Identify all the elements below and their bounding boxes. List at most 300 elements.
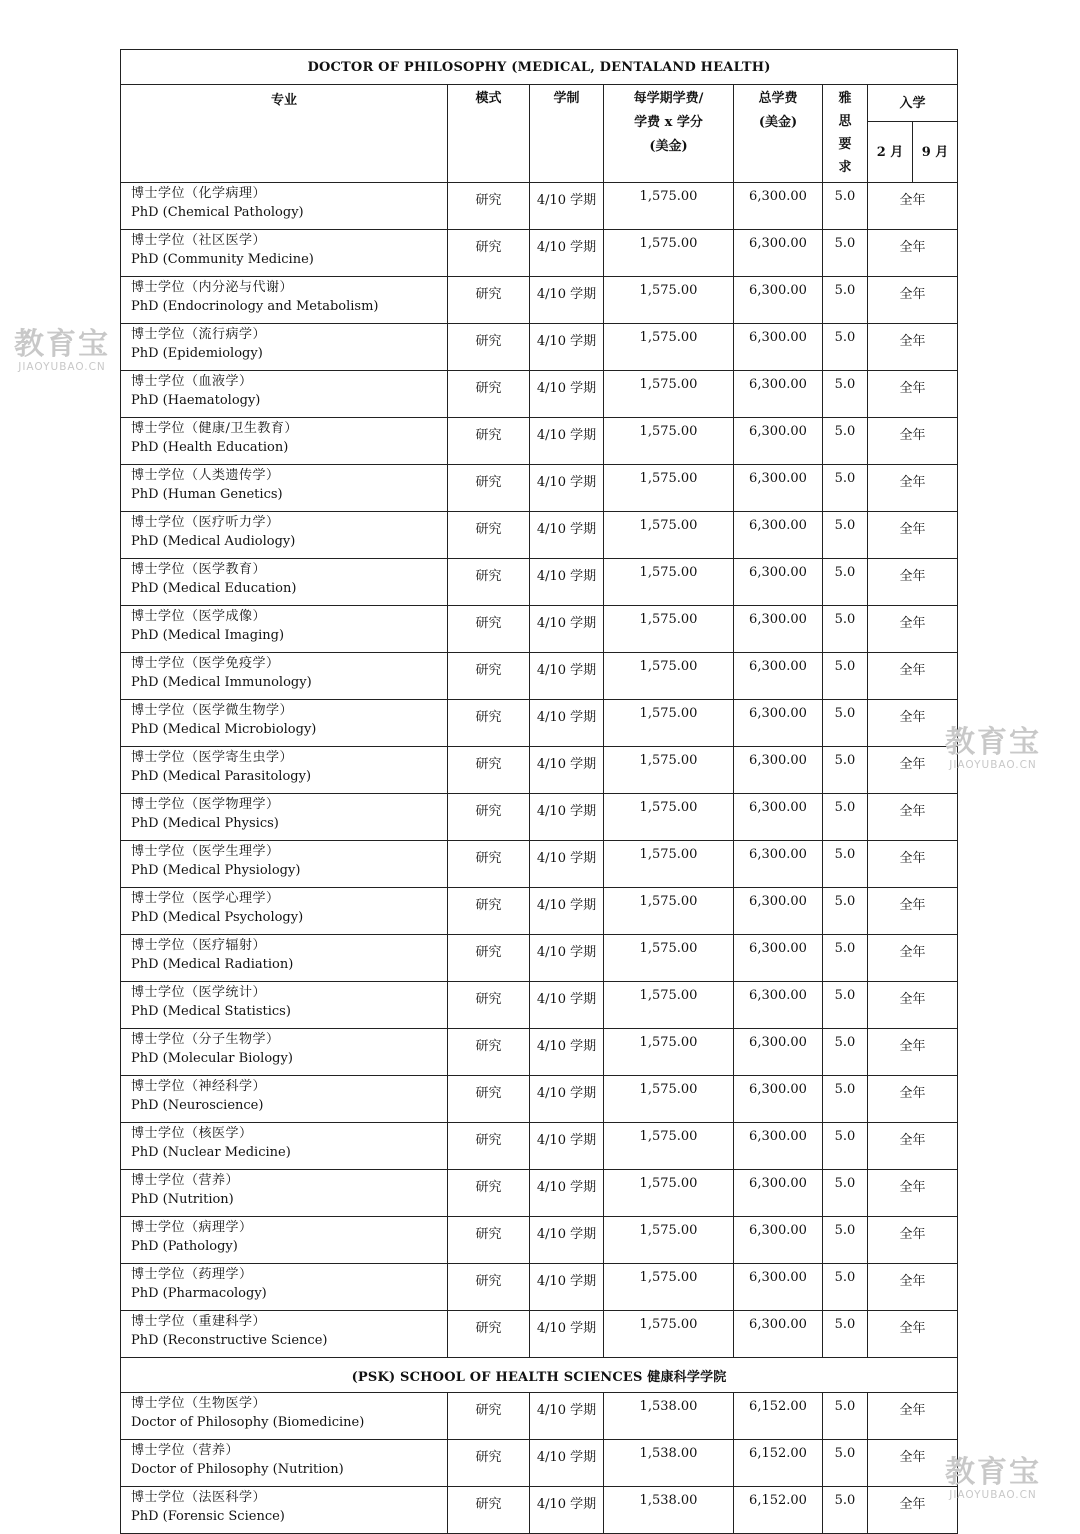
header-duration: 学制 (530, 85, 604, 183)
column-header-row (121, 85, 958, 122)
header-total-line1: 总学费 (758, 91, 798, 106)
tuition-cell: 1,575.00 (604, 324, 734, 371)
tuition-cell: 1,575.00 (604, 1170, 734, 1217)
duration-cell: 4/10 学期 (530, 371, 604, 418)
ielts-cell: 5.0 (823, 794, 868, 841)
total-cell: 6,300.00 (734, 1123, 823, 1170)
ielts-cell: 5.0 (823, 606, 868, 653)
duration-cell: 4/10 学期 (530, 1311, 604, 1358)
duration-cell: 4/10 学期 (530, 1487, 604, 1534)
major-name-en: PhD (Medical Physiology) (131, 863, 301, 878)
ielts-cell: 5.0 (823, 1217, 868, 1264)
intake-cell: 全年 (868, 1264, 958, 1311)
tuition-cell: 1,538.00 (604, 1487, 734, 1534)
table-row (121, 700, 958, 747)
ielts-cell: 5.0 (823, 1311, 868, 1358)
total-cell: 6,152.00 (734, 1393, 823, 1440)
major-name-zh: 博士学位（人类遗传学） (131, 468, 280, 483)
mode-cell: 研究 (448, 1123, 530, 1170)
ielts-cell: 5.0 (823, 982, 868, 1029)
tuition-cell: 1,575.00 (604, 982, 734, 1029)
header-ielts (823, 85, 868, 183)
tuition-cell: 1,575.00 (604, 700, 734, 747)
mode-cell: 研究 (448, 559, 530, 606)
total-cell: 6,300.00 (734, 559, 823, 606)
major-name-en: PhD (Molecular Biology) (131, 1051, 293, 1066)
table-row (121, 1487, 958, 1534)
major-name-zh: 博士学位（医学微生物学） (131, 703, 294, 718)
major-cell (121, 935, 448, 982)
tuition-cell: 1,575.00 (604, 1217, 734, 1264)
header-tuition-line1: 每学期学费/ (633, 91, 704, 106)
header-feb: 2 月 (868, 122, 913, 183)
intake-cell: 全年 (868, 653, 958, 700)
ielts-cell: 5.0 (823, 230, 868, 277)
mode-cell: 研究 (448, 982, 530, 1029)
major-name-en: PhD (Medical Radiation) (131, 957, 294, 972)
table-row (121, 888, 958, 935)
major-name-en: Doctor of Philosophy (Nutrition) (131, 1462, 344, 1477)
major-name-zh: 博士学位（医学物理学） (131, 797, 280, 812)
mode-cell: 研究 (448, 418, 530, 465)
mode-cell: 研究 (448, 183, 530, 230)
duration-cell: 4/10 学期 (530, 1393, 604, 1440)
major-name-en: PhD (Medical Audiology) (131, 534, 296, 549)
table-row (121, 653, 958, 700)
header-sep: 9 月 (913, 122, 958, 183)
mode-cell: 研究 (448, 277, 530, 324)
intake-cell: 全年 (868, 935, 958, 982)
major-name-zh: 博士学位（神经科学） (131, 1079, 267, 1094)
table-row (121, 1440, 958, 1487)
intake-cell: 全年 (868, 1217, 958, 1264)
table-row (121, 1217, 958, 1264)
ielts-cell: 5.0 (823, 277, 868, 324)
mode-cell: 研究 (448, 888, 530, 935)
tuition-cell: 1,575.00 (604, 747, 734, 794)
total-cell: 6,300.00 (734, 982, 823, 1029)
tuition-cell: 1,575.00 (604, 1311, 734, 1358)
major-name-zh: 博士学位（病理学） (131, 1220, 253, 1235)
mode-cell: 研究 (448, 371, 530, 418)
header-ielts-2: 思 (838, 114, 852, 129)
table-row (121, 606, 958, 653)
mode-cell: 研究 (448, 1170, 530, 1217)
major-name-zh: 博士学位（医学心理学） (131, 891, 280, 906)
header-tuition-line3: (美金) (649, 139, 688, 154)
major-cell (121, 794, 448, 841)
watermark-text: 教育宝 (945, 1455, 1041, 1490)
ielts-cell: 5.0 (823, 1440, 868, 1487)
mode-cell: 研究 (448, 324, 530, 371)
major-name-zh: 博士学位（生物医学） (131, 1396, 267, 1411)
intake-cell: 全年 (868, 230, 958, 277)
major-cell (121, 1029, 448, 1076)
tuition-cell: 1,575.00 (604, 465, 734, 512)
duration-cell: 4/10 学期 (530, 559, 604, 606)
total-cell: 6,300.00 (734, 418, 823, 465)
total-cell: 6,300.00 (734, 653, 823, 700)
intake-cell: 全年 (868, 324, 958, 371)
intake-cell: 全年 (868, 1440, 958, 1487)
major-cell (121, 1487, 448, 1534)
ielts-cell: 5.0 (823, 1264, 868, 1311)
intake-cell: 全年 (868, 1123, 958, 1170)
total-cell: 6,300.00 (734, 888, 823, 935)
ielts-cell: 5.0 (823, 888, 868, 935)
duration-cell: 4/10 学期 (530, 277, 604, 324)
major-name-zh: 博士学位（药理学） (131, 1267, 253, 1282)
major-cell (121, 982, 448, 1029)
ielts-cell: 5.0 (823, 465, 868, 512)
intake-cell: 全年 (868, 183, 958, 230)
major-name-en: PhD (Pharmacology) (131, 1286, 267, 1301)
intake-cell: 全年 (868, 1311, 958, 1358)
major-cell (121, 418, 448, 465)
total-cell: 6,300.00 (734, 1217, 823, 1264)
watermark-text: 教育宝 (14, 327, 110, 362)
table-row (121, 982, 958, 1029)
tuition-cell: 1,575.00 (604, 841, 734, 888)
duration-cell: 4/10 学期 (530, 1076, 604, 1123)
major-name-zh: 博士学位（社区医学） (131, 233, 267, 248)
header-ielts-4: 求 (838, 160, 852, 175)
duration-cell: 4/10 学期 (530, 465, 604, 512)
intake-cell: 全年 (868, 1029, 958, 1076)
major-name-zh: 博士学位（医学教育） (131, 562, 267, 577)
major-name-en: PhD (Health Education) (131, 440, 289, 455)
total-cell: 6,300.00 (734, 1029, 823, 1076)
intake-cell: 全年 (868, 841, 958, 888)
mode-cell: 研究 (448, 794, 530, 841)
section-title: (PSK) SCHOOL OF HEALTH SCIENCES 健康科学学院 (121, 1358, 958, 1393)
total-cell: 6,300.00 (734, 747, 823, 794)
major-cell (121, 1123, 448, 1170)
major-name-en: PhD (Neuroscience) (131, 1098, 264, 1113)
major-name-en: PhD (Epidemiology) (131, 346, 263, 361)
intake-cell: 全年 (868, 982, 958, 1029)
ielts-cell: 5.0 (823, 747, 868, 794)
intake-cell: 全年 (868, 1076, 958, 1123)
duration-cell: 4/10 学期 (530, 1170, 604, 1217)
mode-cell: 研究 (448, 1393, 530, 1440)
mode-cell: 研究 (448, 1029, 530, 1076)
table-row (121, 1170, 958, 1217)
intake-cell: 全年 (868, 1487, 958, 1534)
total-cell: 6,300.00 (734, 700, 823, 747)
tuition-cell: 1,575.00 (604, 559, 734, 606)
ielts-cell: 5.0 (823, 1487, 868, 1534)
table-row (121, 1264, 958, 1311)
duration-cell: 4/10 学期 (530, 230, 604, 277)
major-cell (121, 371, 448, 418)
major-cell (121, 230, 448, 277)
total-cell: 6,300.00 (734, 1170, 823, 1217)
table-row (121, 465, 958, 512)
table-row (121, 841, 958, 888)
intake-cell: 全年 (868, 1393, 958, 1440)
total-cell: 6,300.00 (734, 324, 823, 371)
duration-cell: 4/10 学期 (530, 1440, 604, 1487)
total-cell: 6,300.00 (734, 512, 823, 559)
major-name-zh: 博士学位（内分泌与代谢） (131, 280, 294, 295)
intake-cell: 全年 (868, 794, 958, 841)
major-cell (121, 747, 448, 794)
ielts-cell: 5.0 (823, 324, 868, 371)
intake-cell: 全年 (868, 465, 958, 512)
section-header-row (121, 1358, 958, 1393)
major-cell (121, 700, 448, 747)
intake-cell: 全年 (868, 371, 958, 418)
mode-cell: 研究 (448, 747, 530, 794)
duration-cell: 4/10 学期 (530, 1217, 604, 1264)
total-cell: 6,300.00 (734, 935, 823, 982)
mode-cell: 研究 (448, 606, 530, 653)
duration-cell: 4/10 学期 (530, 935, 604, 982)
total-cell: 6,300.00 (734, 1311, 823, 1358)
major-cell (121, 1311, 448, 1358)
watermark-url: JIAOYUBAO.CN (18, 361, 106, 373)
duration-cell: 4/10 学期 (530, 418, 604, 465)
watermark-url: JIAOYUBAO.CN (949, 1489, 1037, 1501)
ielts-cell: 5.0 (823, 1393, 868, 1440)
intake-cell: 全年 (868, 559, 958, 606)
duration-cell: 4/10 学期 (530, 888, 604, 935)
header-major: 专业 (121, 85, 448, 183)
major-name-en: PhD (Medical Physics) (131, 816, 279, 831)
ielts-cell: 5.0 (823, 935, 868, 982)
tuition-cell: 1,538.00 (604, 1440, 734, 1487)
table-row (121, 277, 958, 324)
total-cell: 6,300.00 (734, 1264, 823, 1311)
major-name-en: PhD (Medical Psychology) (131, 910, 304, 925)
major-name-zh: 博士学位（医学统计） (131, 985, 267, 1000)
table-row (121, 183, 958, 230)
duration-cell: 4/10 学期 (530, 606, 604, 653)
major-name-en: PhD (Reconstructive Science) (131, 1333, 328, 1348)
table-row (121, 559, 958, 606)
tuition-cell: 1,575.00 (604, 183, 734, 230)
mode-cell: 研究 (448, 465, 530, 512)
table-row (121, 230, 958, 277)
major-cell (121, 465, 448, 512)
watermark-text: 教育宝 (945, 725, 1041, 760)
major-cell (121, 512, 448, 559)
duration-cell: 4/10 学期 (530, 841, 604, 888)
intake-cell: 全年 (868, 700, 958, 747)
header-tuition (604, 85, 734, 183)
tuition-cell: 1,575.00 (604, 1264, 734, 1311)
tuition-cell: 1,575.00 (604, 418, 734, 465)
ielts-cell: 5.0 (823, 1029, 868, 1076)
mode-cell: 研究 (448, 1311, 530, 1358)
major-name-en: PhD (Endocrinology and Metabolism) (131, 299, 379, 314)
major-name-en: PhD (Medical Imaging) (131, 628, 285, 643)
header-total (734, 85, 823, 183)
duration-cell: 4/10 学期 (530, 794, 604, 841)
table-row (121, 1029, 958, 1076)
major-cell (121, 841, 448, 888)
tuition-cell: 1,575.00 (604, 794, 734, 841)
major-cell (121, 1217, 448, 1264)
table-row (121, 371, 958, 418)
duration-cell: 4/10 学期 (530, 512, 604, 559)
major-name-zh: 博士学位（医学成像） (131, 609, 267, 624)
major-name-zh: 博士学位（医疗辐射） (131, 938, 267, 953)
header-ielts-3: 要 (838, 137, 852, 152)
table-row (121, 1393, 958, 1440)
mode-cell: 研究 (448, 700, 530, 747)
ielts-cell: 5.0 (823, 418, 868, 465)
table-row (121, 512, 958, 559)
major-name-zh: 博士学位（医学生理学） (131, 844, 280, 859)
major-name-en: PhD (Medical Parasitology) (131, 769, 312, 784)
section-title: DOCTOR OF PHILOSOPHY (MEDICAL, DENTALAND HEALTH) (121, 50, 958, 85)
tuition-cell: 1,575.00 (604, 230, 734, 277)
major-name-zh: 博士学位（重建科学） (131, 1314, 267, 1329)
duration-cell: 4/10 学期 (530, 1123, 604, 1170)
major-name-zh: 博士学位（营养） (131, 1173, 240, 1188)
major-name-zh: 博士学位（法医科学） (131, 1490, 267, 1505)
tuition-cell: 1,575.00 (604, 935, 734, 982)
ielts-cell: 5.0 (823, 183, 868, 230)
major-cell (121, 888, 448, 935)
tuition-cell: 1,575.00 (604, 1076, 734, 1123)
header-tuition-line2: 学费 x 学分 (634, 115, 703, 130)
major-cell (121, 1170, 448, 1217)
major-name-zh: 博士学位（化学病理） (131, 186, 267, 201)
major-name-en: PhD (Nuclear Medicine) (131, 1145, 291, 1160)
table-row (121, 935, 958, 982)
table-row (121, 1076, 958, 1123)
duration-cell: 4/10 学期 (530, 1029, 604, 1076)
duration-cell: 4/10 学期 (530, 700, 604, 747)
major-cell (121, 653, 448, 700)
intake-cell: 全年 (868, 606, 958, 653)
total-cell: 6,300.00 (734, 230, 823, 277)
major-name-en: Doctor of Philosophy (Biomedicine) (131, 1415, 365, 1430)
major-name-en: PhD (Medical Immunology) (131, 675, 312, 690)
watermark-logo (945, 725, 1041, 771)
duration-cell: 4/10 学期 (530, 1264, 604, 1311)
major-name-zh: 博士学位（健康/卫生教育） (131, 421, 298, 436)
watermark-logo (14, 327, 110, 373)
mode-cell: 研究 (448, 512, 530, 559)
major-cell (121, 1076, 448, 1123)
major-name-en: PhD (Medical Education) (131, 581, 297, 596)
total-cell: 6,300.00 (734, 183, 823, 230)
mode-cell: 研究 (448, 1076, 530, 1123)
ielts-cell: 5.0 (823, 653, 868, 700)
duration-cell: 4/10 学期 (530, 183, 604, 230)
mode-cell: 研究 (448, 1217, 530, 1264)
major-name-zh: 博士学位（医学免疫学） (131, 656, 280, 671)
table-row (121, 747, 958, 794)
mode-cell: 研究 (448, 230, 530, 277)
tuition-table (120, 49, 958, 1534)
table-row (121, 1123, 958, 1170)
major-name-zh: 博士学位（分子生物学） (131, 1032, 280, 1047)
intake-cell: 全年 (868, 277, 958, 324)
table-row (121, 794, 958, 841)
major-name-zh: 博士学位（医学寄生虫学） (131, 750, 294, 765)
total-cell: 6,300.00 (734, 841, 823, 888)
ielts-cell: 5.0 (823, 1076, 868, 1123)
major-name-zh: 博士学位（医疗听力学） (131, 515, 280, 530)
intake-cell: 全年 (868, 512, 958, 559)
total-cell: 6,152.00 (734, 1440, 823, 1487)
ielts-cell: 5.0 (823, 1123, 868, 1170)
major-name-zh: 博士学位（血液学） (131, 374, 253, 389)
duration-cell: 4/10 学期 (530, 747, 604, 794)
major-name-zh: 博士学位（核医学） (131, 1126, 253, 1141)
tuition-cell: 1,575.00 (604, 1029, 734, 1076)
major-name-en: PhD (Medical Microbiology) (131, 722, 317, 737)
total-cell: 6,300.00 (734, 1076, 823, 1123)
intake-cell: 全年 (868, 1170, 958, 1217)
ielts-cell: 5.0 (823, 700, 868, 747)
mode-cell: 研究 (448, 653, 530, 700)
duration-cell: 4/10 学期 (530, 653, 604, 700)
total-cell: 6,300.00 (734, 606, 823, 653)
header-mode: 模式 (448, 85, 530, 183)
total-cell: 6,300.00 (734, 277, 823, 324)
major-cell (121, 183, 448, 230)
ielts-cell: 5.0 (823, 841, 868, 888)
mode-cell: 研究 (448, 1264, 530, 1311)
major-name-en: PhD (Chemical Pathology) (131, 205, 304, 220)
major-name-zh: 博士学位（流行病学） (131, 327, 267, 342)
duration-cell: 4/10 学期 (530, 324, 604, 371)
tuition-cell: 1,575.00 (604, 277, 734, 324)
header-intake: 入学 (868, 85, 958, 122)
major-name-en: PhD (Pathology) (131, 1239, 238, 1254)
duration-cell: 4/10 学期 (530, 982, 604, 1029)
major-cell (121, 324, 448, 371)
mode-cell: 研究 (448, 935, 530, 982)
major-name-en: PhD (Community Medicine) (131, 252, 314, 267)
intake-cell: 全年 (868, 418, 958, 465)
total-cell: 6,300.00 (734, 465, 823, 512)
major-name-zh: 博士学位（营养） (131, 1443, 240, 1458)
watermark-url: JIAOYUBAO.CN (949, 759, 1037, 771)
major-cell (121, 1440, 448, 1487)
total-cell: 6,300.00 (734, 794, 823, 841)
major-name-en: PhD (Haematology) (131, 393, 261, 408)
major-cell (121, 1393, 448, 1440)
major-name-en: PhD (Human Genetics) (131, 487, 283, 502)
mode-cell: 研究 (448, 841, 530, 888)
header-total-line2: (美金) (758, 115, 798, 130)
major-name-en: PhD (Nutrition) (131, 1192, 234, 1207)
tuition-cell: 1,575.00 (604, 512, 734, 559)
major-cell (121, 1264, 448, 1311)
intake-cell: 全年 (868, 747, 958, 794)
major-name-en: PhD (Forensic Science) (131, 1509, 285, 1524)
tuition-cell: 1,538.00 (604, 1393, 734, 1440)
header-ielts-1: 雅 (838, 91, 852, 106)
watermark-logo (945, 1455, 1041, 1501)
major-cell (121, 606, 448, 653)
major-cell (121, 277, 448, 324)
table-row (121, 1311, 958, 1358)
tuition-cell: 1,575.00 (604, 653, 734, 700)
major-name-en: PhD (Medical Statistics) (131, 1004, 291, 1019)
total-cell: 6,300.00 (734, 371, 823, 418)
intake-cell: 全年 (868, 888, 958, 935)
tuition-cell: 1,575.00 (604, 888, 734, 935)
tuition-cell: 1,575.00 (604, 606, 734, 653)
